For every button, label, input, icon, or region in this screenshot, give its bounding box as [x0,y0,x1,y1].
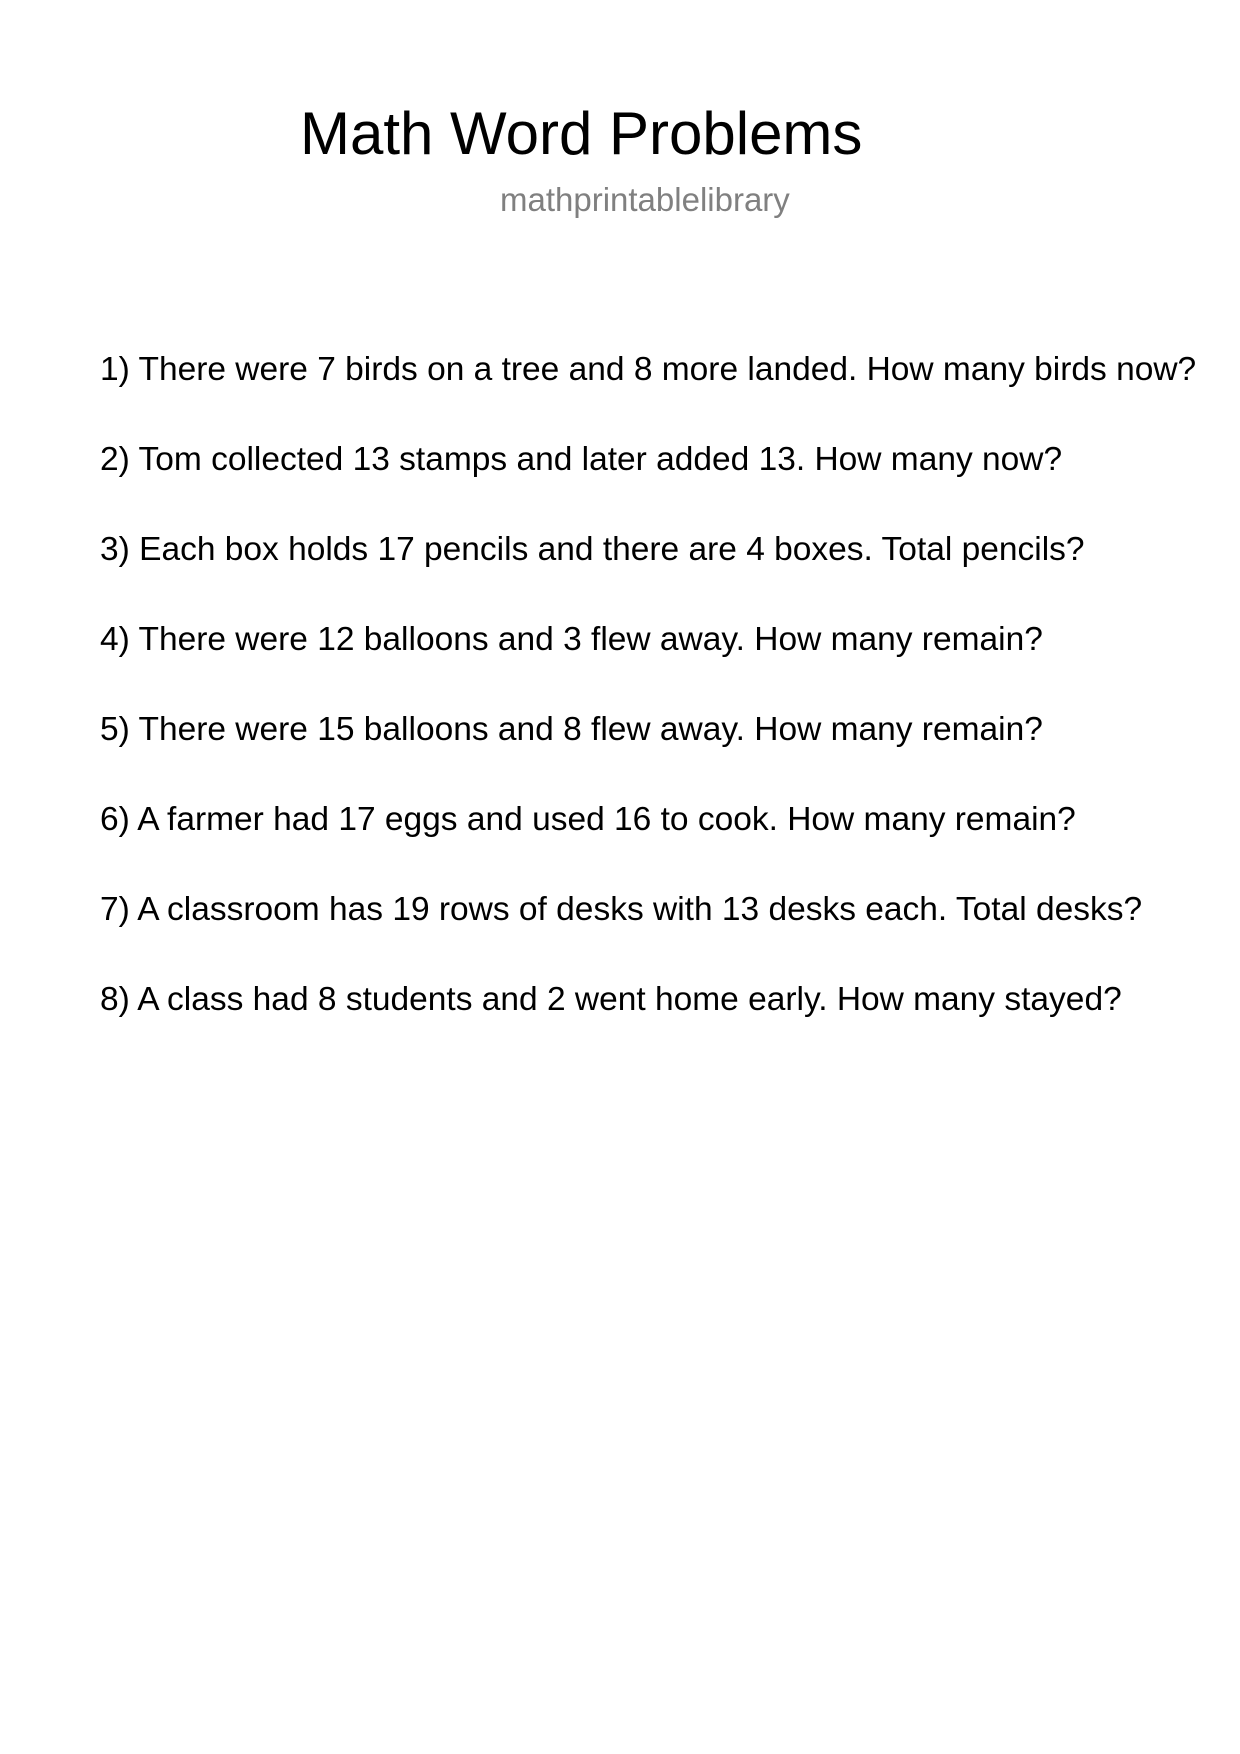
problem-list [100,346,1240,1066]
problem-item: 2) Tom collected 13 stamps and later added 13. How many now? [100,441,1063,478]
problem-item: 5) There were 15 balloons and 8 flew away. How many remain? [100,711,1043,748]
problem-item: 1) There were 7 birds on a tree and 8 more landed. How many birds now? [100,351,1197,388]
problem-item: 8) A class had 8 students and 2 went home early. How many stayed? [100,981,1122,1018]
problem-item: 6) A farmer had 17 eggs and used 16 to cook. How many remain? [100,801,1076,838]
page-title: Math Word Problems [300,100,863,167]
page-subtitle: mathprintablelibrary [500,181,790,218]
problem-item: 7) A classroom has 19 rows of desks with 13 desks each. Total desks? [100,891,1143,928]
problem-item: 3) Each box holds 17 pencils and there are 4 boxes. Total pencils? [100,531,1085,568]
problem-item: 4) There were 12 balloons and 3 flew away. How many remain? [100,621,1043,658]
